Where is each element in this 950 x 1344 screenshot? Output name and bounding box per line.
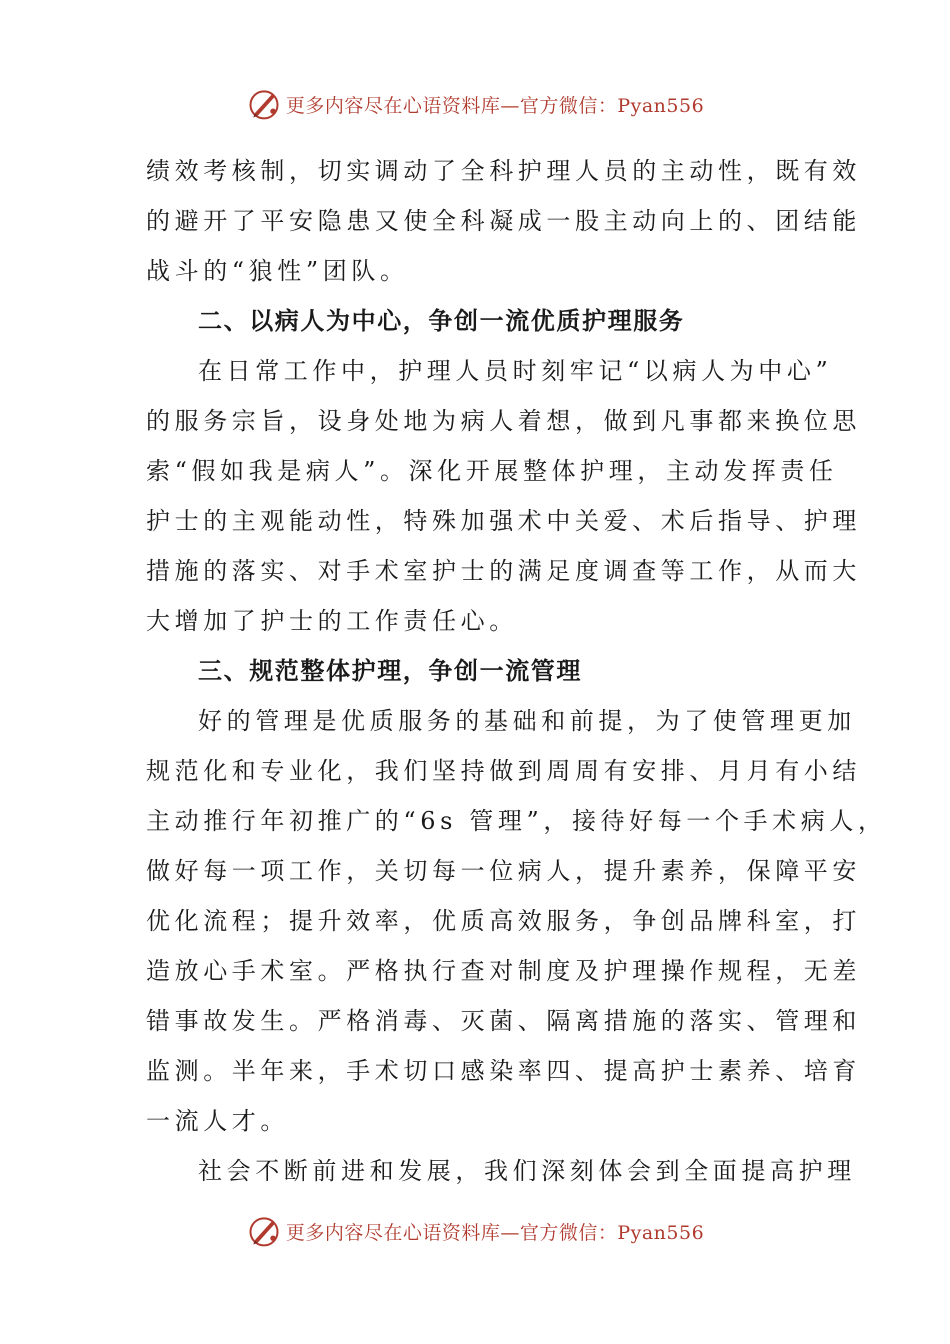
header-banner bbox=[0, 82, 950, 126]
paragraph-line: 战斗的“狼性”团队。 bbox=[146, 257, 409, 285]
paragraph-line: 索“假如我是病人”。深化开展整体护理，主动发挥责任 bbox=[146, 457, 838, 485]
paragraph-line: 社会不断前进和发展，我们深刻体会到全面提高护理 bbox=[198, 1157, 856, 1185]
paragraph-line: 错事故发生。严格消毒、灭菌、隔离措施的落实、管理和 bbox=[146, 1007, 861, 1035]
paragraph-line: 优化流程；提升效率，优质高效服务，争创品牌科室，打 bbox=[146, 907, 861, 935]
section-heading-2: 二、以病人为中心，争创一流优质护理服务 bbox=[198, 306, 685, 335]
paragraph-line: 的避开了平安隐患又使全科凝成一股主动向上的、团结能 bbox=[146, 207, 861, 235]
section-heading-3: 三、规范整体护理，争创一流管理 bbox=[198, 656, 582, 685]
paragraph-line: 造放心手术室。严格执行查对制度及护理操作规程，无差 bbox=[146, 957, 861, 985]
paragraph-line: 在日常工作中，护理人员时刻牢记“以病人为中心” bbox=[198, 357, 833, 385]
paragraph-line: 绩效考核制，切实调动了全科护理人员的主动性，既有效 bbox=[146, 157, 861, 185]
paragraph-line: 监测。半年来，手术切口感染率四、提高护士素养、培育 bbox=[146, 1057, 861, 1085]
document-body bbox=[146, 146, 887, 1196]
paragraph-line: 护士的主观能动性，特殊加强术中关爱、术后指导、护理 bbox=[146, 507, 861, 535]
paragraph-line: 措施的落实、对手术室护士的满足度调查等工作，从而大 bbox=[146, 557, 861, 585]
paragraph-line: 一流人才。 bbox=[146, 1107, 289, 1135]
paragraph-line: 主动推行年初推广的“6s 管理”，接待好每一个手术病人， bbox=[146, 807, 887, 835]
footer-banner bbox=[0, 1209, 950, 1253]
paragraph-line: 大增加了护士的工作责任心。 bbox=[146, 607, 518, 635]
pen-logo-icon bbox=[246, 1213, 282, 1249]
paragraph-line: 规范化和专业化，我们坚持做到周周有安排、月月有小结 bbox=[146, 757, 861, 785]
paragraph-line: 做好每一项工作，关切每一位病人，提升素养，保障平安 bbox=[146, 857, 861, 885]
footer-banner-text: 更多内容尽在心语资料库—官方微信：Pyan556 bbox=[285, 1221, 705, 1244]
paragraph-line: 好的管理是优质服务的基础和前提，为了使管理更加 bbox=[198, 707, 856, 735]
pen-logo-icon bbox=[246, 86, 282, 122]
header-banner-text: 更多内容尽在心语资料库—官方微信：Pyan556 bbox=[285, 94, 705, 117]
paragraph-line: 的服务宗旨，设身处地为病人着想，做到凡事都来换位思 bbox=[146, 407, 861, 435]
